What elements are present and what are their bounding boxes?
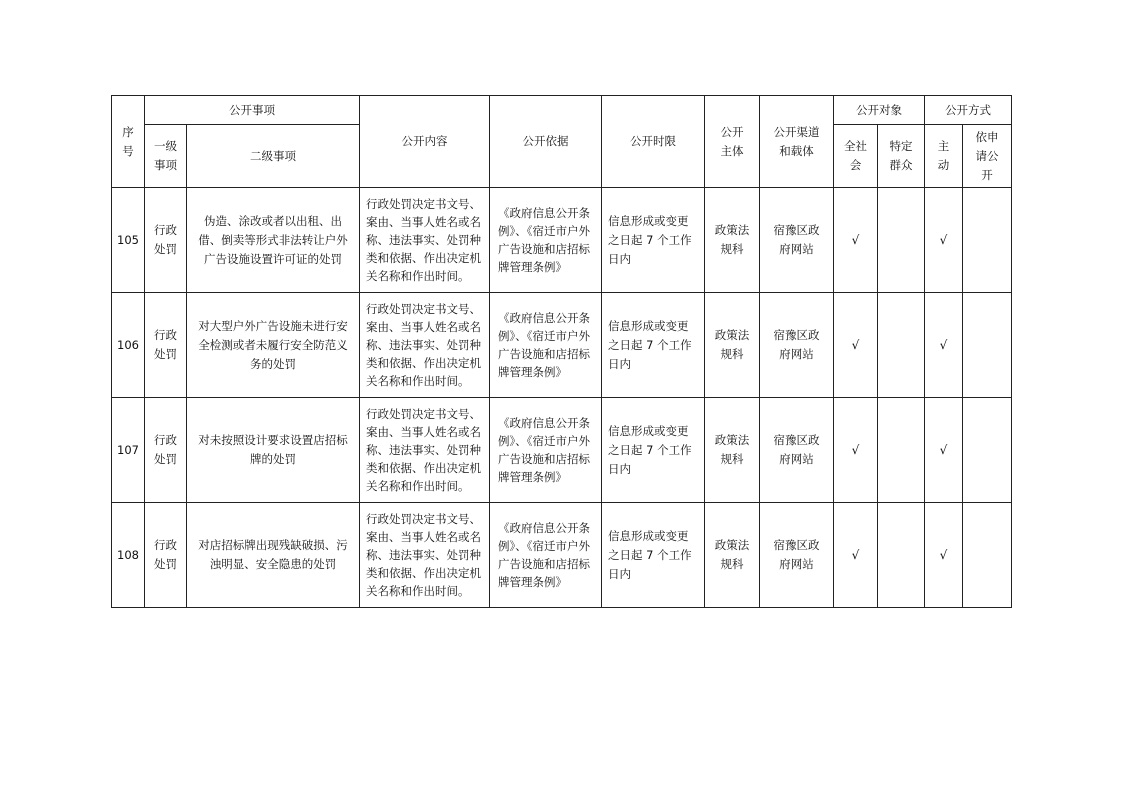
level1-cell: 行政处罚: [145, 188, 187, 293]
header-active: 主动: [925, 125, 963, 188]
active-check: √: [925, 188, 963, 293]
header-row-1: [112, 96, 1012, 125]
on-request-cell: [963, 293, 1012, 398]
specific-group-cell: [878, 398, 925, 503]
subject-cell: 政策法规科: [705, 503, 760, 608]
time-limit-cell: 信息形成或变更之日起 7 个工作日内: [602, 188, 705, 293]
all-society-check: √: [834, 293, 878, 398]
basis-cell: 《政府信息公开条例》、《宿迁市户外广告设施和店招标牌管理条例》: [490, 503, 602, 608]
header-matter-group: 公开事项: [145, 96, 360, 125]
table-row: [112, 503, 1012, 608]
all-society-check: √: [834, 188, 878, 293]
content-cell: 行政处罚决定书文号、案由、当事人姓名或名称、违法事实、处罚种类和依据、作出决定机关名称和作出时间。: [360, 293, 490, 398]
on-request-cell: [963, 503, 1012, 608]
channel-cell: 宿豫区政府网站: [760, 503, 834, 608]
time-limit-cell: 信息形成或变更之日起 7 个工作日内: [602, 293, 705, 398]
all-society-check: √: [834, 398, 878, 503]
active-check: √: [925, 398, 963, 503]
header-level2: 二级事项: [187, 125, 360, 188]
header-audience-group: 公开对象: [834, 96, 925, 125]
seq-cell: 106: [112, 293, 145, 398]
seq-cell: 105: [112, 188, 145, 293]
specific-group-cell: [878, 293, 925, 398]
header-specific-group: 特定群众: [878, 125, 925, 188]
level2-cell: 伪造、涂改或者以出租、出借、倒卖等形式非法转让户外广告设施设置许可证的处罚: [187, 188, 360, 293]
seq-cell: 108: [112, 503, 145, 608]
header-subject: 公开主体: [705, 96, 760, 188]
subject-cell: 政策法规科: [705, 188, 760, 293]
on-request-cell: [963, 398, 1012, 503]
content-cell: 行政处罚决定书文号、案由、当事人姓名或名称、违法事实、处罚种类和依据、作出决定机关名称和作出时间。: [360, 188, 490, 293]
all-society-check: √: [834, 503, 878, 608]
header-level1: 一级事项: [145, 125, 187, 188]
specific-group-cell: [878, 188, 925, 293]
channel-cell: 宿豫区政府网站: [760, 398, 834, 503]
active-check: √: [925, 503, 963, 608]
subject-cell: 政策法规科: [705, 293, 760, 398]
level2-cell: 对大型户外广告设施未进行安全检测或者未履行安全防范义务的处罚: [187, 293, 360, 398]
table-row: [112, 188, 1012, 293]
basis-cell: 《政府信息公开条例》、《宿迁市户外广告设施和店招标牌管理条例》: [490, 188, 602, 293]
header-method-group: 公开方式: [925, 96, 1012, 125]
table-row: [112, 398, 1012, 503]
specific-group-cell: [878, 503, 925, 608]
on-request-cell: [963, 188, 1012, 293]
header-on-request: 依申请公开: [963, 125, 1012, 188]
header-basis: 公开依据: [490, 96, 602, 188]
time-limit-cell: 信息形成或变更之日起 7 个工作日内: [602, 503, 705, 608]
header-all-society: 全社会: [834, 125, 878, 188]
basis-cell: 《政府信息公开条例》、《宿迁市户外广告设施和店招标牌管理条例》: [490, 293, 602, 398]
basis-cell: 《政府信息公开条例》、《宿迁市户外广告设施和店招标牌管理条例》: [490, 398, 602, 503]
active-check: √: [925, 293, 963, 398]
header-channel: 公开渠道和载体: [760, 96, 834, 188]
channel-cell: 宿豫区政府网站: [760, 293, 834, 398]
header-time-limit: 公开时限: [602, 96, 705, 188]
subject-cell: 政策法规科: [705, 398, 760, 503]
level1-cell: 行政处罚: [145, 293, 187, 398]
header-content: 公开内容: [360, 96, 490, 188]
header-seq: 序号: [112, 96, 145, 188]
level2-cell: 对店招标牌出现残缺破损、污浊明显、安全隐患的处罚: [187, 503, 360, 608]
table-row: [112, 293, 1012, 398]
level2-cell: 对未按照设计要求设置店招标牌的处罚: [187, 398, 360, 503]
level1-cell: 行政处罚: [145, 398, 187, 503]
seq-cell: 107: [112, 398, 145, 503]
content-cell: 行政处罚决定书文号、案由、当事人姓名或名称、违法事实、处罚种类和依据、作出决定机关名称和作出时间。: [360, 398, 490, 503]
channel-cell: 宿豫区政府网站: [760, 188, 834, 293]
disclosure-table: [111, 95, 1012, 608]
content-cell: 行政处罚决定书文号、案由、当事人姓名或名称、违法事实、处罚种类和依据、作出决定机关名称和作出时间。: [360, 503, 490, 608]
level1-cell: 行政处罚: [145, 503, 187, 608]
time-limit-cell: 信息形成或变更之日起 7 个工作日内: [602, 398, 705, 503]
